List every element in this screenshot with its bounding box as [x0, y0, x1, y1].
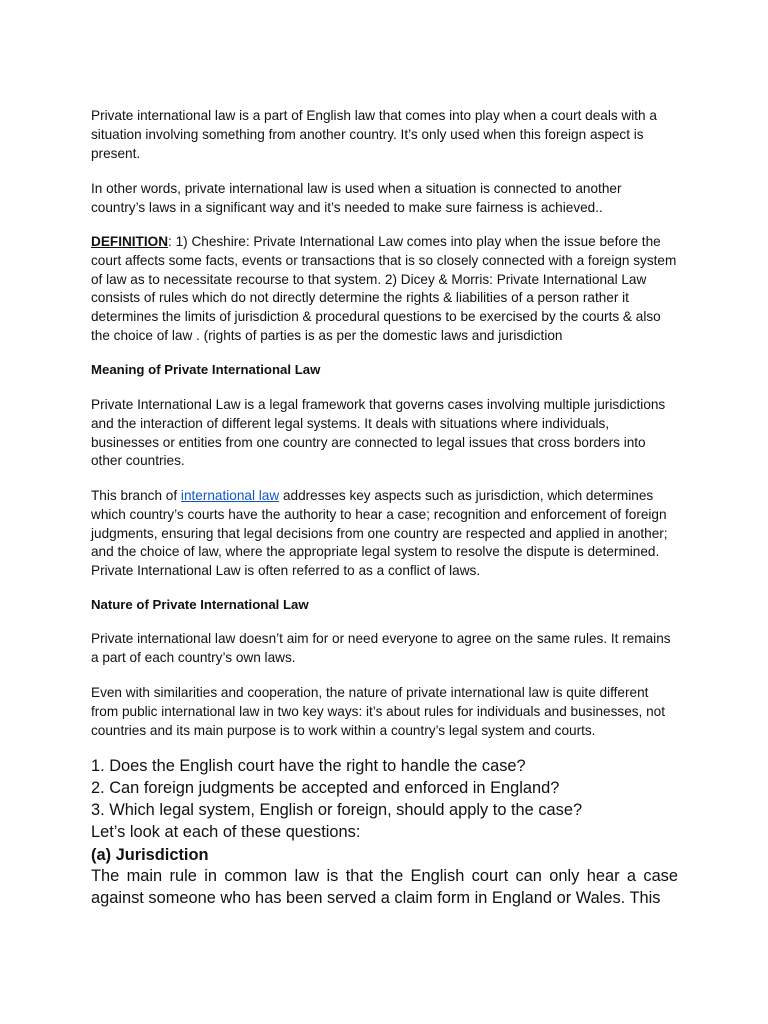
- paragraph-branch: [91, 487, 678, 581]
- heading-jurisdiction: (a) Jurisdiction: [91, 846, 209, 864]
- question-1: 1. Does the English court have the right to handle the case?: [91, 757, 526, 775]
- heading-nature: Nature of Private International Law: [91, 597, 309, 612]
- definition-text: : 1) Cheshire: Private International Law comes into play when the issue before the court affects some facts, events or transactions that is so closely connected with a foreign system of law as to necessitate recourse to that system. 2) Dicey & Morris: Private International Law consists of rules which do not directly determine the rights & liabilities of a person rather it determines the limits of jurisdiction & procedural questions to be exercised by the courts & also the choice of law . (rights of parties is as per the domestic laws and jurisdiction: [91, 234, 677, 343]
- branch-text-before: This branch of: [91, 488, 181, 503]
- paragraph-nature-2: Even with similarities and cooperation, the nature of private international law is quite different from public international law in two key ways: it’s about rules for individuals and businesses, not countries and its main purpose is to work within a country’s legal system and courts.: [91, 685, 666, 738]
- lets-look-text: Let’s look at each of these questions:: [91, 823, 361, 841]
- paragraph-meaning: Private International Law is a legal framework that governs cases involving multiple jurisdictions and the interaction of different legal systems. It deals with situations where individuals, businesses or entities from one country are connected to legal issues that cross borders into other countries.: [91, 397, 666, 469]
- question-2: 2. Can foreign judgments be accepted and enforced in England?: [91, 779, 560, 797]
- paragraph-intro: Private international law is a part of English law that comes into play when a court deals with a situation involving something from another country. It’s only used when this foreign aspect is present.: [91, 108, 657, 161]
- definition-label: DEFINITION: [91, 234, 169, 249]
- paragraph-jurisdiction: The main rule in common law is that the English court can only hear a case against someone who has been served a claim form in England or Wales. This: [91, 867, 678, 908]
- heading-meaning: Meaning of Private International Law: [91, 362, 321, 377]
- paragraph-definition: [91, 233, 678, 346]
- question-3: 3. Which legal system, English or foreign, should apply to the case?: [91, 801, 583, 819]
- international-law-link[interactable]: international law: [180, 488, 280, 503]
- paragraph-other-words: In other words, private international law is used when a situation is connected to another country’s laws in a significant way and it’s needed to make sure fairness is achieved..: [91, 181, 622, 215]
- paragraph-nature-1: Private international law doesn’t aim for or need everyone to agree on the same rules. It remains a part of each country’s own laws.: [91, 631, 671, 665]
- branch-text-after: addresses key aspects such as jurisdiction, which determines which country’s courts have the authority to hear a case; recognition and enforcement of foreign judgments, ensuring that legal decisions from one country are respected and applied in another; and the choice of law, where the appropriate legal system to resolve the dispute is determined. Private International Law is often referred to as a conflict of laws.: [91, 488, 668, 579]
